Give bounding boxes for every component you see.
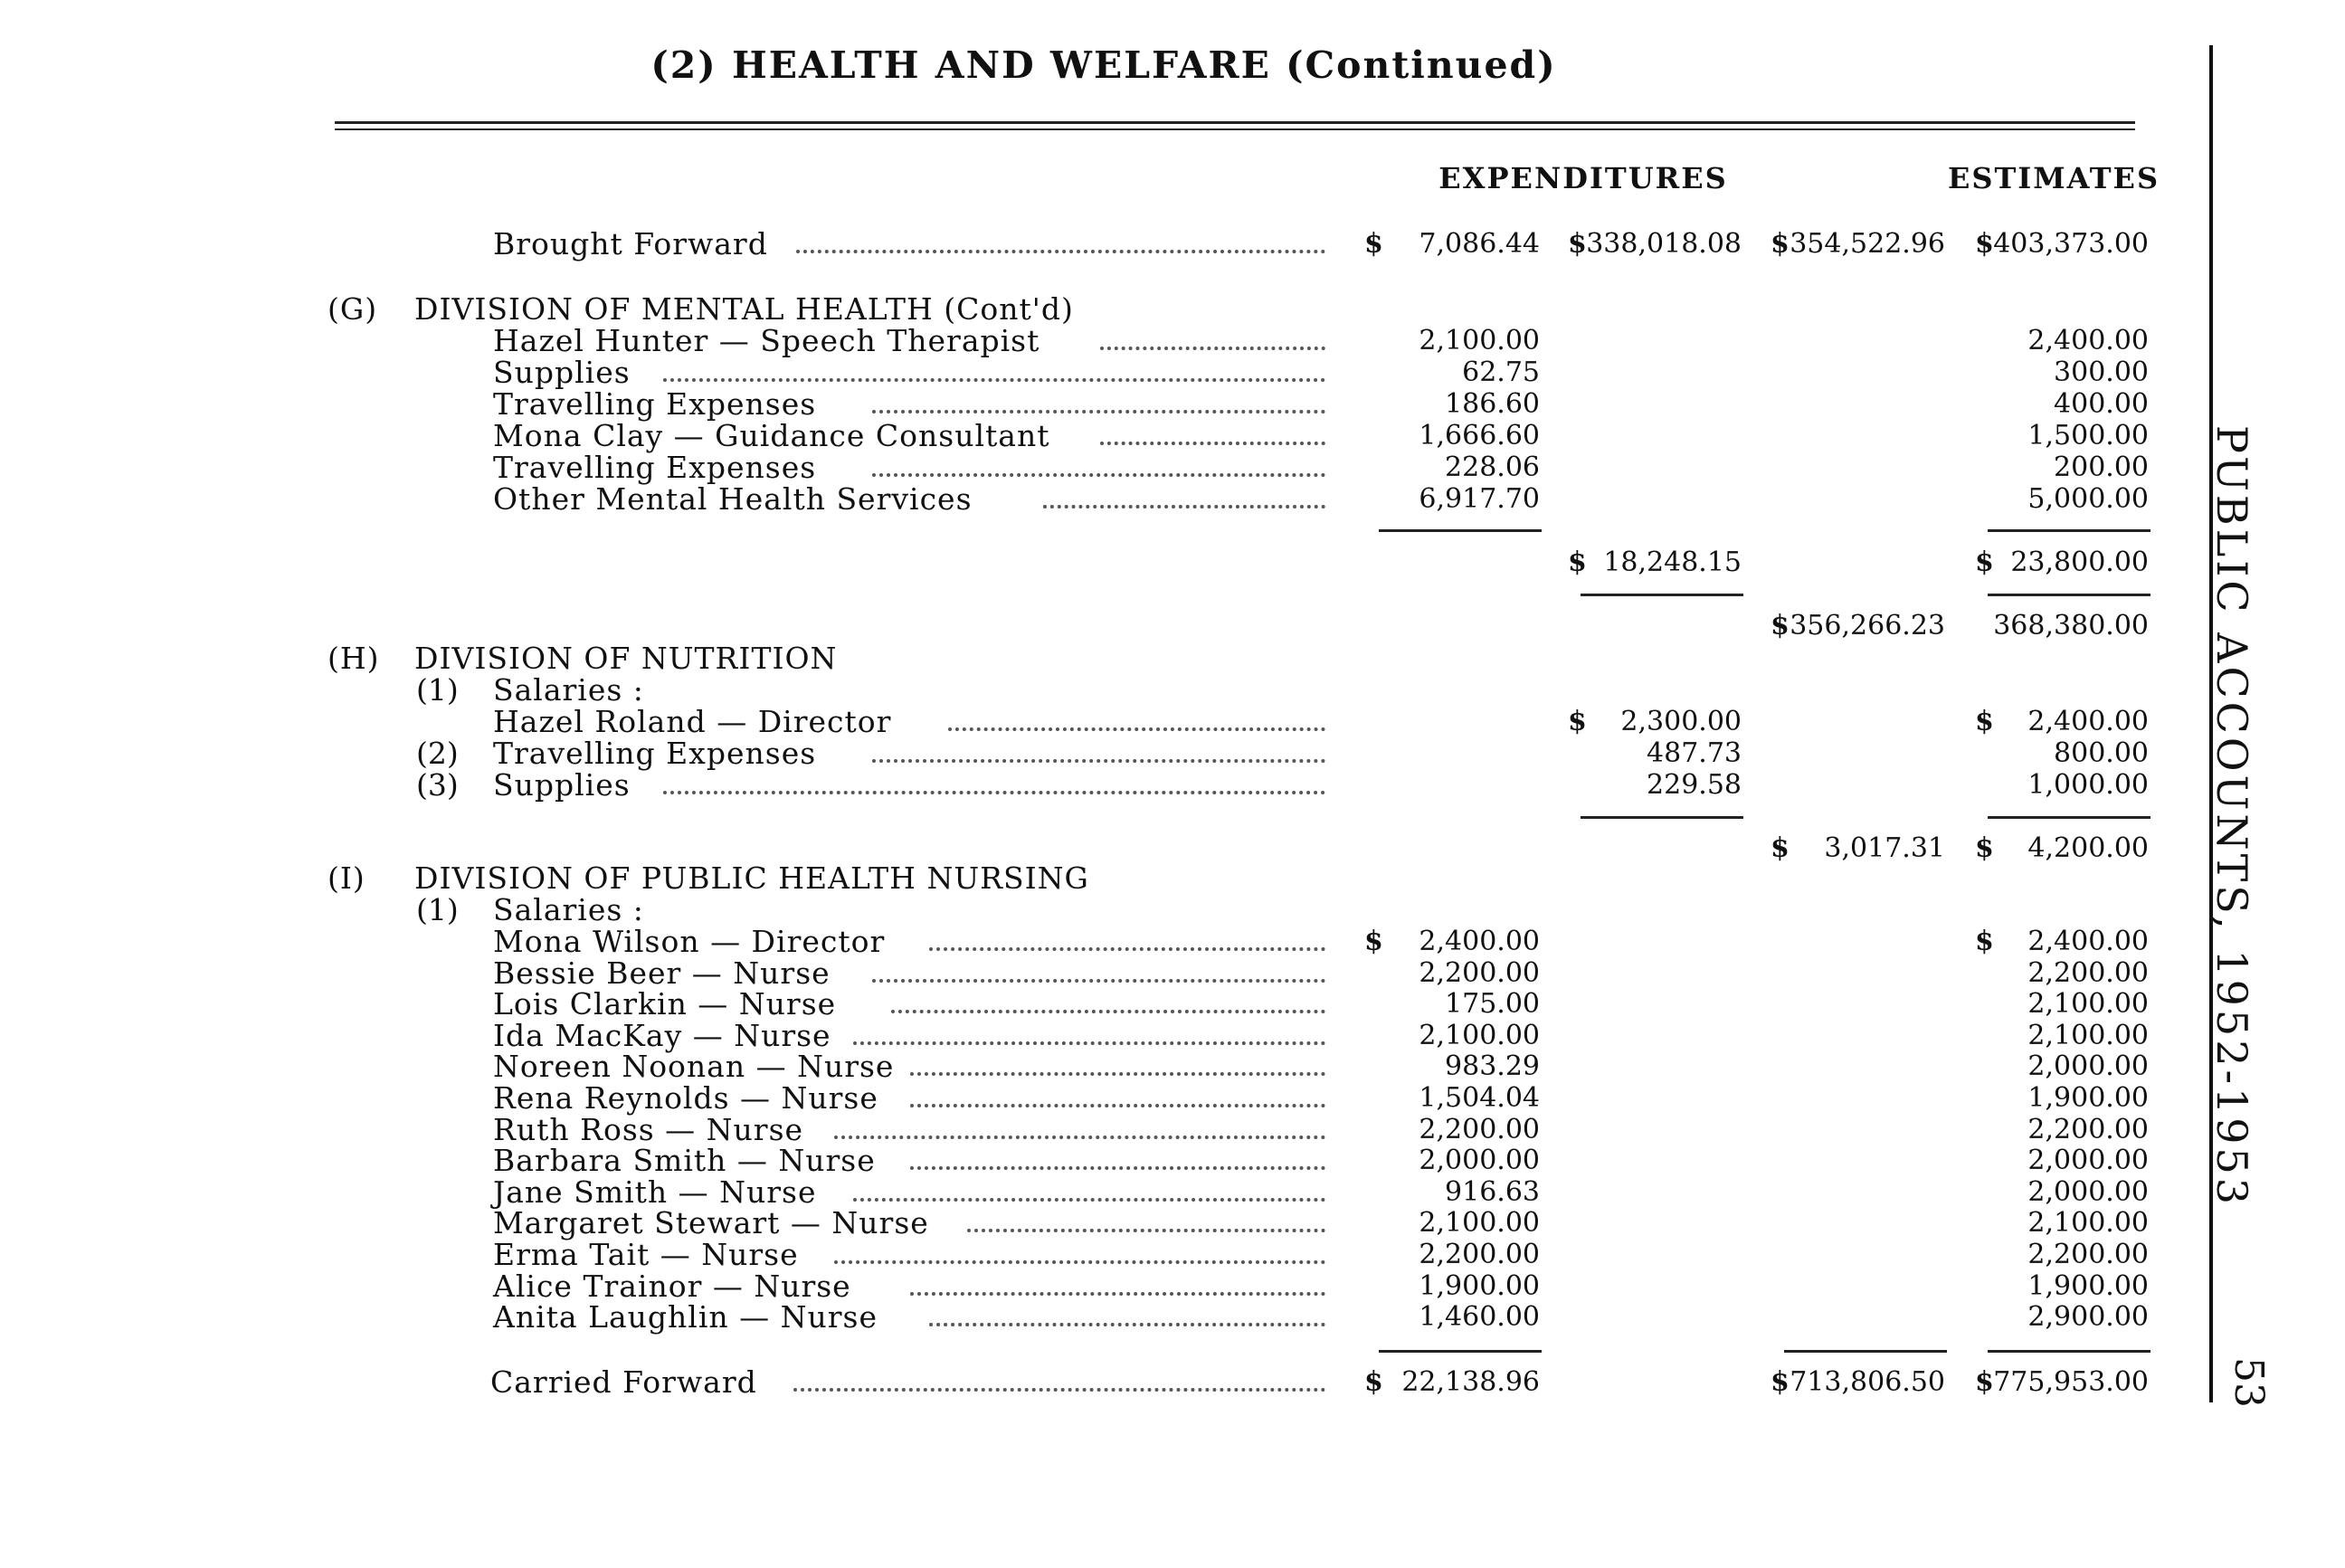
amount-c4: 2,400.00 [2027,706,2149,737]
line-label: Margaret Stewart — Nurse [493,1205,929,1241]
amount-c1: 7,086.44 [1419,228,1540,260]
amount-c1: 916.63 [1445,1175,1540,1208]
amount-c1: 1,460.00 [1419,1301,1540,1334]
line-label: Ida MacKay — Nurse [493,1017,831,1053]
amount-c1: 2,000.00 [1419,1145,1540,1177]
amount-c4: 5,000.00 [2027,483,2149,515]
amount-c1: 22,138.96 [1401,1366,1540,1398]
nutrition-item [0,736,2189,771]
leader-dots [1100,432,1325,445]
leader-dots [834,1251,1325,1264]
dollar-sign: $ [1568,706,1587,737]
line-label: Carried Forward [490,1364,757,1400]
leader-dots [796,241,1325,253]
amount-c4: 2,900.00 [2027,1301,2149,1334]
amount-c4: 2,100.00 [2027,1207,2149,1240]
line-label: Travelling Expenses [493,736,817,771]
section-title: DIVISION OF MENTAL HEALTH (Cont'd) [414,291,1074,327]
leader-dots [872,464,1325,477]
nutrition-item [0,767,2189,803]
nursing-item [0,1112,2189,1145]
amount-c2: 18,248.15 [1603,546,1742,578]
amount-c1: 186.60 [1445,388,1540,420]
sum-line-c4 [1988,816,2150,819]
dollar-sign: $ [1364,1366,1383,1398]
amount-c4: 2,200.00 [2027,956,2149,989]
nutrition-total [0,831,2189,863]
amount-c3: 356,266.23 [1790,610,1945,641]
line-label: Brought Forward [493,226,768,261]
amount-c2: 487.73 [1647,737,1742,769]
sum-line-c4 [1988,1350,2150,1353]
leader-dots [910,1283,1325,1296]
line-label: Alice Trainor — Nurse [493,1268,851,1304]
amount-c2: 338,018.08 [1586,228,1742,260]
leader-dots [663,369,1325,382]
expenditures-header: EXPENDITURES [1438,161,1728,195]
line-label: Supplies [493,767,631,803]
amount-c1: 175.00 [1445,988,1540,1021]
sum-line-c2 [1581,816,1743,819]
nursing-item [0,1174,2189,1210]
sum-line-c1 [1379,1350,1542,1353]
dollar-sign: $ [1975,832,1994,864]
leader-dots [910,1157,1325,1170]
amount-c2: 229.58 [1647,769,1742,801]
amount-c4: 2,000.00 [2027,1145,2149,1177]
section-heading [0,860,2189,896]
line-label: Bessie Beer — Nurse [493,955,831,991]
dollar-sign: $ [1771,1366,1790,1398]
dollar-sign: $ [1771,610,1790,641]
amount-c1: 2,200.00 [1419,1239,1540,1270]
amount-c4: 2,200.00 [2027,1239,2149,1270]
leader-dots [891,1001,1325,1013]
amount-c4: 403,373.00 [1993,228,2149,260]
amount-c4: 775,953.00 [1993,1366,2149,1398]
item-number: (3) [416,767,459,803]
line-label: Noreen Noonan — Nurse [493,1049,895,1085]
amount-c4: 4,200.00 [2027,832,2149,864]
amount-c1: 6,917.70 [1419,483,1540,515]
amount-c4: 368,380.00 [1993,610,2149,641]
amount-c1: 2,100.00 [1419,1207,1540,1240]
leader-dots [948,718,1325,731]
page-title: (2) HEALTH AND WELFARE (Continued) [650,43,1557,87]
item-number: (1) [416,672,459,708]
leader-dots [793,1379,1325,1392]
amount-c1: 2,100.00 [1419,325,1540,356]
leader-dots [929,1314,1325,1326]
amount-c4: 400.00 [2054,388,2149,420]
mental-health-total [0,608,2189,641]
header-rule [335,121,2135,124]
running-header: PUBLIC ACCOUNTS, 1952-1953 [2207,425,2256,1209]
estimates-header: ESTIMATES [1947,161,2160,195]
amount-c3: 354,522.96 [1790,228,1945,260]
nursing-item [0,1049,2189,1085]
line-label: Other Mental Health Services [493,481,973,517]
amount-c1: 228.06 [1445,451,1540,483]
section-marker: (I) [328,860,366,896]
amount-c4: 2,100.00 [2027,988,2149,1021]
item-number: (2) [416,736,459,771]
amount-c1: 2,200.00 [1419,956,1540,989]
mental-health-item [0,450,2189,485]
leader-dots [929,938,1325,951]
section-marker: (H) [328,641,380,676]
section-heading [0,291,2189,327]
leader-dots [853,1032,1325,1045]
line-label: Anita Laughlin — Nurse [493,1299,878,1335]
amount-c4: 1,900.00 [2027,1082,2149,1114]
line-label: Hazel Hunter — Speech Therapist [493,323,1040,358]
header-rule-2 [335,128,2135,130]
section-marker: (G) [328,291,378,327]
dollar-sign: $ [1364,228,1383,260]
nutrition-salaries-heading [0,672,2189,708]
leader-dots [872,970,1325,983]
amount-c4: 300.00 [2054,356,2149,388]
amount-c4: 2,400.00 [2027,325,2149,356]
line-label: Mona Wilson — Director [493,924,886,959]
amount-c1: 2,400.00 [1419,926,1540,957]
brought-forward-row [0,226,2189,259]
sum-line-c1 [1379,529,1542,532]
amount-c4: 2,000.00 [2027,1175,2149,1208]
line-label: Rena Reynolds — Nurse [493,1080,878,1116]
amount-c4: 2,400.00 [2027,926,2149,957]
amount-c4: 2,100.00 [2027,1019,2149,1051]
amount-c1: 62.75 [1462,356,1540,388]
section-title: DIVISION OF PUBLIC HEALTH NURSING [414,860,1089,896]
dollar-sign: $ [1568,546,1587,578]
mental-health-subtotal [0,545,2189,577]
sum-line-c4 [1988,594,2150,596]
dollar-sign: $ [1975,228,1994,260]
dollar-sign: $ [1771,832,1790,864]
line-label: Travelling Expenses [493,450,817,485]
line-label: Travelling Expenses [493,386,817,422]
amount-c1: 2,200.00 [1419,1113,1540,1145]
dollar-sign: $ [1975,1366,1994,1398]
nursing-item [0,1205,2189,1241]
nutrition-item [0,704,2189,739]
salaries-label: Salaries : [493,892,644,927]
mental-health-item [0,418,2189,451]
mental-health-item [0,481,2189,517]
nursing-item [0,1299,2189,1335]
section-heading [0,641,2189,676]
amount-c4: 1,900.00 [2027,1269,2149,1302]
leader-dots [834,1126,1325,1139]
nursing-item [0,1143,2189,1179]
line-label: Hazel Roland — Director [493,704,892,739]
sum-line-c4 [1988,529,2150,532]
amount-c1: 1,504.04 [1419,1082,1540,1114]
leader-dots [872,750,1325,763]
nursing-item [0,1017,2189,1053]
leader-dots [1043,496,1325,508]
nursing-item [0,955,2189,991]
line-label: Ruth Ross — Nurse [493,1111,804,1147]
amount-c4: 2,000.00 [2027,1050,2149,1083]
nursing-item [0,1237,2189,1272]
dollar-sign: $ [1568,228,1587,260]
dollar-sign: $ [1771,228,1790,260]
line-label: Lois Clarkin — Nurse [493,986,837,1022]
amount-c4: 1,500.00 [2027,420,2149,451]
nursing-salaries-heading [0,892,2189,925]
sum-line-c3 [1784,1350,1947,1353]
amount-c3: 713,806.50 [1790,1366,1945,1398]
dollar-sign: $ [1975,706,1994,737]
leader-dots [1100,337,1325,350]
nursing-item [0,1268,2189,1304]
page-number: 53 [2226,1357,2272,1408]
mental-health-item [0,386,2189,422]
dollar-sign: $ [1975,926,1994,957]
line-label: Supplies [493,355,631,390]
salaries-label: Salaries : [493,672,644,708]
line-label: Jane Smith — Nurse [493,1174,817,1210]
leader-dots [910,1095,1325,1107]
mental-health-item [0,323,2189,356]
section-title: DIVISION OF NUTRITION [414,641,838,676]
amount-c4: 800.00 [2054,737,2149,769]
dollar-sign: $ [1364,926,1383,957]
nursing-item [0,986,2189,1022]
item-number: (1) [416,892,459,927]
amount-c2: 2,300.00 [1620,706,1742,737]
amount-c3: 3,017.31 [1824,832,1945,864]
leader-dots [853,1189,1325,1202]
amount-c1: 1,900.00 [1419,1269,1540,1302]
line-label: Barbara Smith — Nurse [493,1143,876,1179]
dollar-sign: $ [1975,546,1994,578]
amount-c4: 200.00 [2054,451,2149,483]
line-label: Mona Clay — Guidance Consultant [493,418,1050,453]
carried-forward-row [0,1364,2189,1400]
leader-dots [967,1220,1325,1232]
mental-health-item [0,355,2189,390]
amount-c4: 23,800.00 [2010,546,2149,578]
nursing-item [0,1080,2189,1116]
amount-c4: 2,200.00 [2027,1113,2149,1145]
sum-line-c2 [1581,594,1743,596]
leader-dots [872,401,1325,413]
amount-c1: 1,666.60 [1419,420,1540,451]
leader-dots [910,1063,1325,1076]
line-label: Erma Tait — Nurse [493,1237,799,1272]
leader-dots [663,782,1325,794]
amount-c1: 983.29 [1445,1050,1540,1083]
nursing-item [0,924,2189,959]
amount-c4: 1,000.00 [2027,769,2149,801]
amount-c1: 2,100.00 [1419,1019,1540,1051]
